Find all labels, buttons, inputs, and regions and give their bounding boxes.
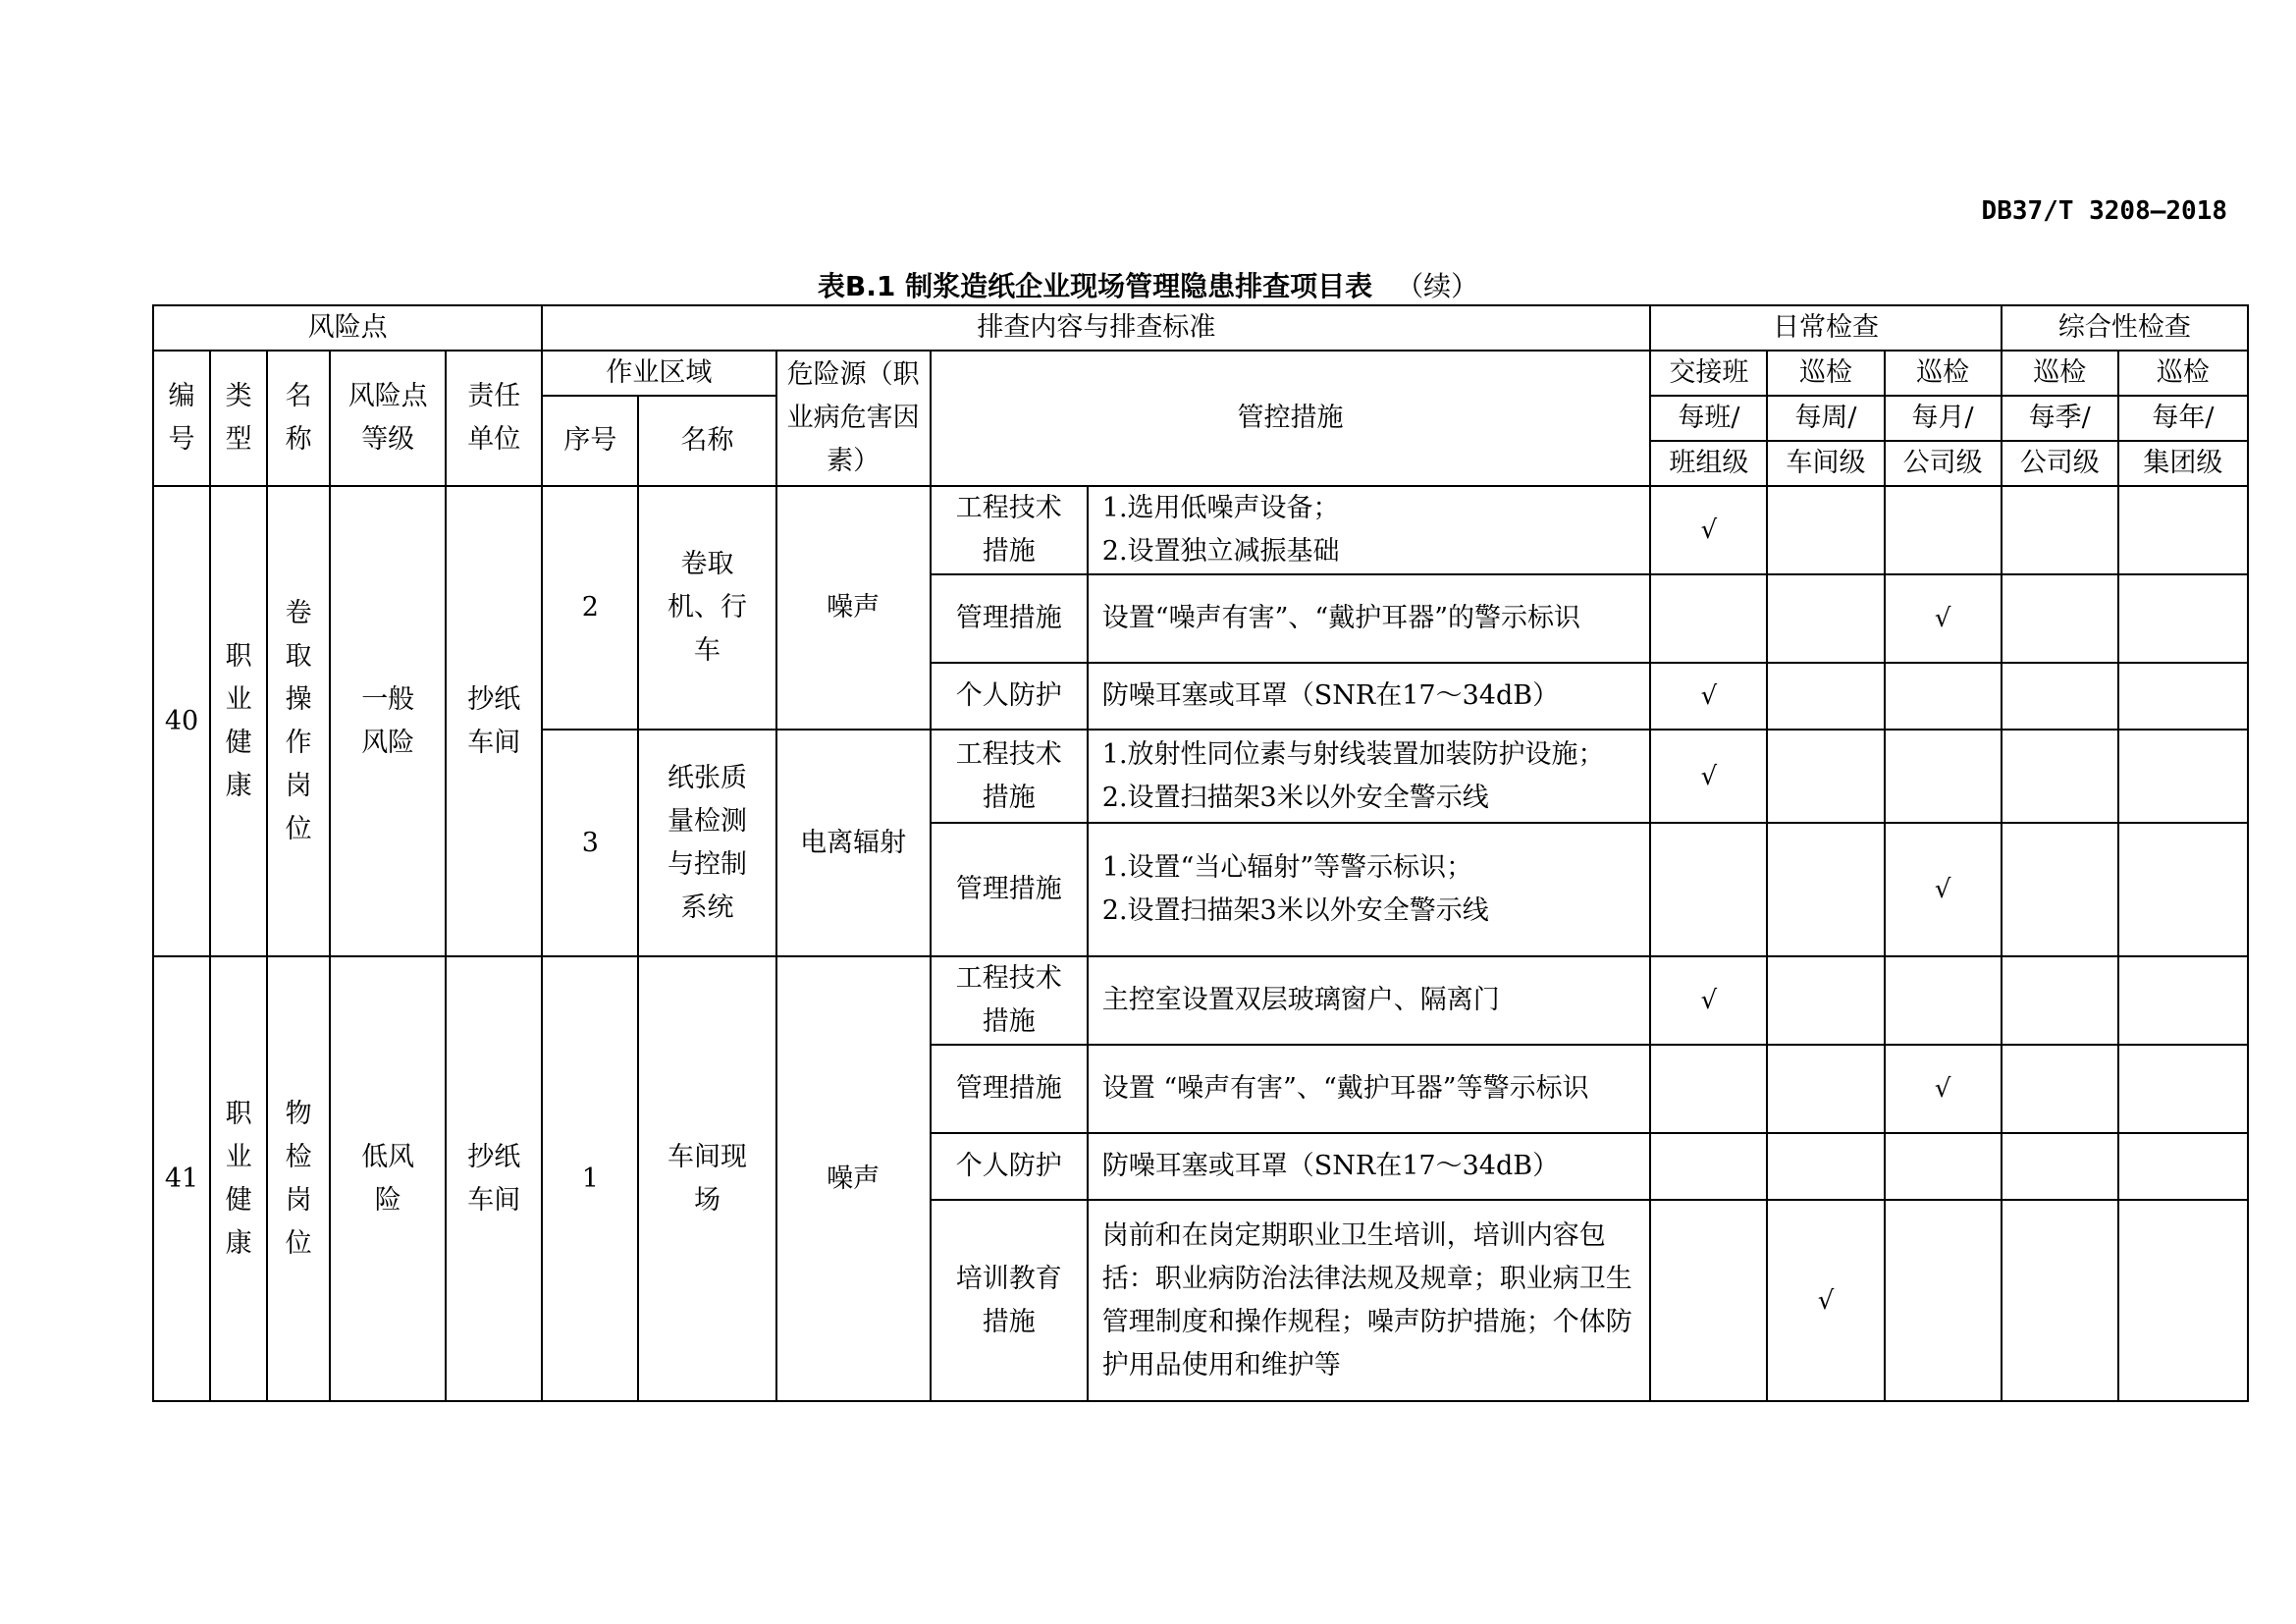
measure-text [1088, 1045, 1651, 1133]
check-cell [1767, 823, 1884, 956]
check-cell [1650, 956, 1767, 1045]
measure-category: 个人防护 [931, 663, 1088, 730]
row-level: 一般风险 [330, 486, 446, 956]
check-cell [2118, 574, 2248, 663]
check-cell [1650, 1133, 1767, 1200]
row-number: 40 [153, 486, 210, 956]
check-cell [1767, 486, 1884, 574]
header-control: 管控措施 [931, 351, 1651, 486]
header-freq-kind: 交接班 [1650, 351, 1767, 396]
measure-text [1088, 730, 1651, 823]
check-cell [1885, 663, 2002, 730]
measure-category: 工程技术措施 [931, 730, 1088, 823]
check-cell [1885, 486, 2002, 574]
row-name: 卷取操作岗位 [267, 486, 330, 956]
area-hazard: 电离辐射 [776, 730, 931, 956]
header-freq-level: 公司级 [1885, 441, 2002, 486]
header-area-name: 名称 [638, 396, 775, 486]
check-cell [1767, 956, 1884, 1045]
area-name: 卷取机、行车 [638, 486, 775, 730]
check-mark: √ [1934, 1074, 1951, 1104]
measure-category: 培训教育措施 [931, 1200, 1088, 1401]
check-mark: √ [1700, 986, 1718, 1015]
header-work-area: 作业区域 [542, 351, 775, 396]
header-freq-period: 每年/ [2118, 396, 2248, 441]
check-cell [2002, 574, 2118, 663]
check-cell [2118, 730, 2248, 823]
check-cell [2002, 1200, 2118, 1401]
row-type: 职业健康 [210, 956, 267, 1401]
header-freq-level: 车间级 [1767, 441, 1884, 486]
check-cell [2002, 663, 2118, 730]
check-mark: √ [1817, 1285, 1835, 1316]
group-comprehensive: 综合性检查 [2002, 305, 2248, 351]
area-seq: 1 [542, 956, 638, 1401]
area-hazard: 噪声 [776, 956, 931, 1401]
check-cell [1885, 730, 2002, 823]
header-freq-period: 每月/ [1885, 396, 2002, 441]
row-level: 低风险 [330, 956, 446, 1401]
check-cell [1650, 663, 1767, 730]
check-cell [2118, 1045, 2248, 1133]
group-daily: 日常检查 [1650, 305, 2001, 351]
measure-category: 管理措施 [931, 574, 1088, 663]
check-cell [1767, 574, 1884, 663]
check-mark: √ [1700, 515, 1718, 545]
check-cell [1885, 574, 2002, 663]
measure-category: 工程技术措施 [931, 486, 1088, 574]
measure-line: 设置“噪声有害”、“戴护耳器”的警示标识 [1101, 603, 1581, 633]
check-cell [1767, 1200, 1884, 1401]
measure-line: 2.设置独立减振基础 [1101, 536, 1340, 567]
measure-text [1088, 1133, 1651, 1200]
header-freq-period: 每季/ [2002, 396, 2118, 441]
check-mark: √ [1700, 761, 1718, 791]
check-cell [1650, 730, 1767, 823]
check-cell [1885, 1200, 2002, 1401]
measure-text [1088, 956, 1651, 1045]
check-cell [1767, 730, 1884, 823]
measure-category: 个人防护 [931, 1133, 1088, 1200]
check-cell [1885, 1133, 2002, 1200]
measure-category: 工程技术措施 [931, 956, 1088, 1045]
check-cell [2002, 823, 2118, 956]
check-cell [2118, 663, 2248, 730]
check-cell [2118, 956, 2248, 1045]
group-content: 排查内容与排查标准 [542, 305, 1650, 351]
area-name: 车间现场 [638, 956, 775, 1401]
measure-text [1088, 823, 1651, 956]
check-cell [1767, 1045, 1884, 1133]
row-unit: 抄纸车间 [446, 486, 542, 956]
header-freq-kind: 巡检 [1885, 351, 2002, 396]
area-name: 纸张质量检测与控制系统 [638, 730, 775, 956]
check-cell [2002, 956, 2118, 1045]
table-title-suffix: （续） [1396, 270, 1479, 302]
header-name: 名称 [267, 351, 330, 486]
measure-category: 管理措施 [931, 1045, 1088, 1133]
measure-line: 防噪耳塞或耳罩（SNR在17～34dB） [1101, 680, 1560, 711]
measure-line: 设置 “噪声有害”、“戴护耳器”等警示标识 [1101, 1073, 1589, 1104]
check-cell [2118, 486, 2248, 574]
standard-code: DB37/T 3208—2018 [1981, 196, 2227, 226]
header-freq-level: 班组级 [1650, 441, 1767, 486]
check-cell [1650, 823, 1767, 956]
measure-line: 2.设置扫描架3米以外安全警示线 [1101, 895, 1489, 926]
check-cell [1885, 823, 2002, 956]
row-name: 物检岗位 [267, 956, 330, 1401]
check-cell [1767, 663, 1884, 730]
measure-line: 1.放射性同位素与射线装置加装防护设施； [1101, 738, 1605, 770]
area-seq: 2 [542, 486, 638, 730]
check-cell [1650, 1045, 1767, 1133]
measure-text [1088, 486, 1651, 574]
check-cell [2118, 1133, 2248, 1200]
check-mark: √ [1700, 681, 1718, 711]
check-cell [1650, 574, 1767, 663]
check-cell [1767, 1133, 1884, 1200]
header-seq: 序号 [542, 396, 638, 486]
header-unit: 责任单位 [446, 351, 542, 486]
header-type: 类型 [210, 351, 267, 486]
measure-line: 防噪耳塞或耳罩（SNR在17～34dB） [1101, 1151, 1560, 1181]
row-unit: 抄纸车间 [446, 956, 542, 1401]
measure-line: 主控室设置双层玻璃窗户、隔离门 [1101, 985, 1500, 1015]
check-cell [2002, 486, 2118, 574]
header-level: 风险点等级 [330, 351, 446, 486]
measure-category: 管理措施 [931, 823, 1088, 956]
measure-line: 岗前和在岗定期职业卫生培训，培训内容包括：职业病防治法律法规及规章；职业病卫生管理制度和操作规程；噪声防护措施；个体防护用品使用和维护等 [1101, 1219, 1632, 1380]
group-risk-point: 风险点 [153, 305, 542, 351]
header-freq-kind: 巡检 [2118, 351, 2248, 396]
header-freq-period: 每班/ [1650, 396, 1767, 441]
table-title [0, 265, 2296, 304]
row-type: 职业健康 [210, 486, 267, 956]
check-cell [2002, 730, 2118, 823]
inspection-table [152, 304, 2249, 1402]
check-cell [1885, 956, 2002, 1045]
measure-line: 1.设置“当心辐射”等警示标识； [1101, 852, 1473, 883]
check-cell [1650, 1200, 1767, 1401]
measure-line: 1.选用低噪声设备； [1101, 493, 1340, 523]
check-cell [2002, 1045, 2118, 1133]
header-freq-period: 每周/ [1767, 396, 1884, 441]
header-freq-level: 公司级 [2002, 441, 2118, 486]
header-freq-level: 集团级 [2118, 441, 2248, 486]
measure-text [1088, 1200, 1651, 1401]
header-hazard: 危险源（职业病危害因素） [776, 351, 931, 486]
row-number: 41 [153, 956, 210, 1401]
area-seq: 3 [542, 730, 638, 956]
check-cell [2118, 1200, 2248, 1401]
header-number: 编号 [153, 351, 210, 486]
measure-text [1088, 663, 1651, 730]
area-hazard: 噪声 [776, 486, 931, 730]
table-title-text: 表B.1 制浆造纸企业现场管理隐患排查项目表 [817, 270, 1373, 302]
header-freq-kind: 巡检 [2002, 351, 2118, 396]
check-mark: √ [1934, 875, 1951, 904]
check-mark: √ [1934, 604, 1951, 633]
measure-line: 2.设置扫描架3米以外安全警示线 [1101, 782, 1489, 813]
check-cell [1650, 486, 1767, 574]
header-freq-kind: 巡检 [1767, 351, 1884, 396]
measure-text [1088, 574, 1651, 663]
check-cell [2118, 823, 2248, 956]
check-cell [1885, 1045, 2002, 1133]
check-cell [2002, 1133, 2118, 1200]
